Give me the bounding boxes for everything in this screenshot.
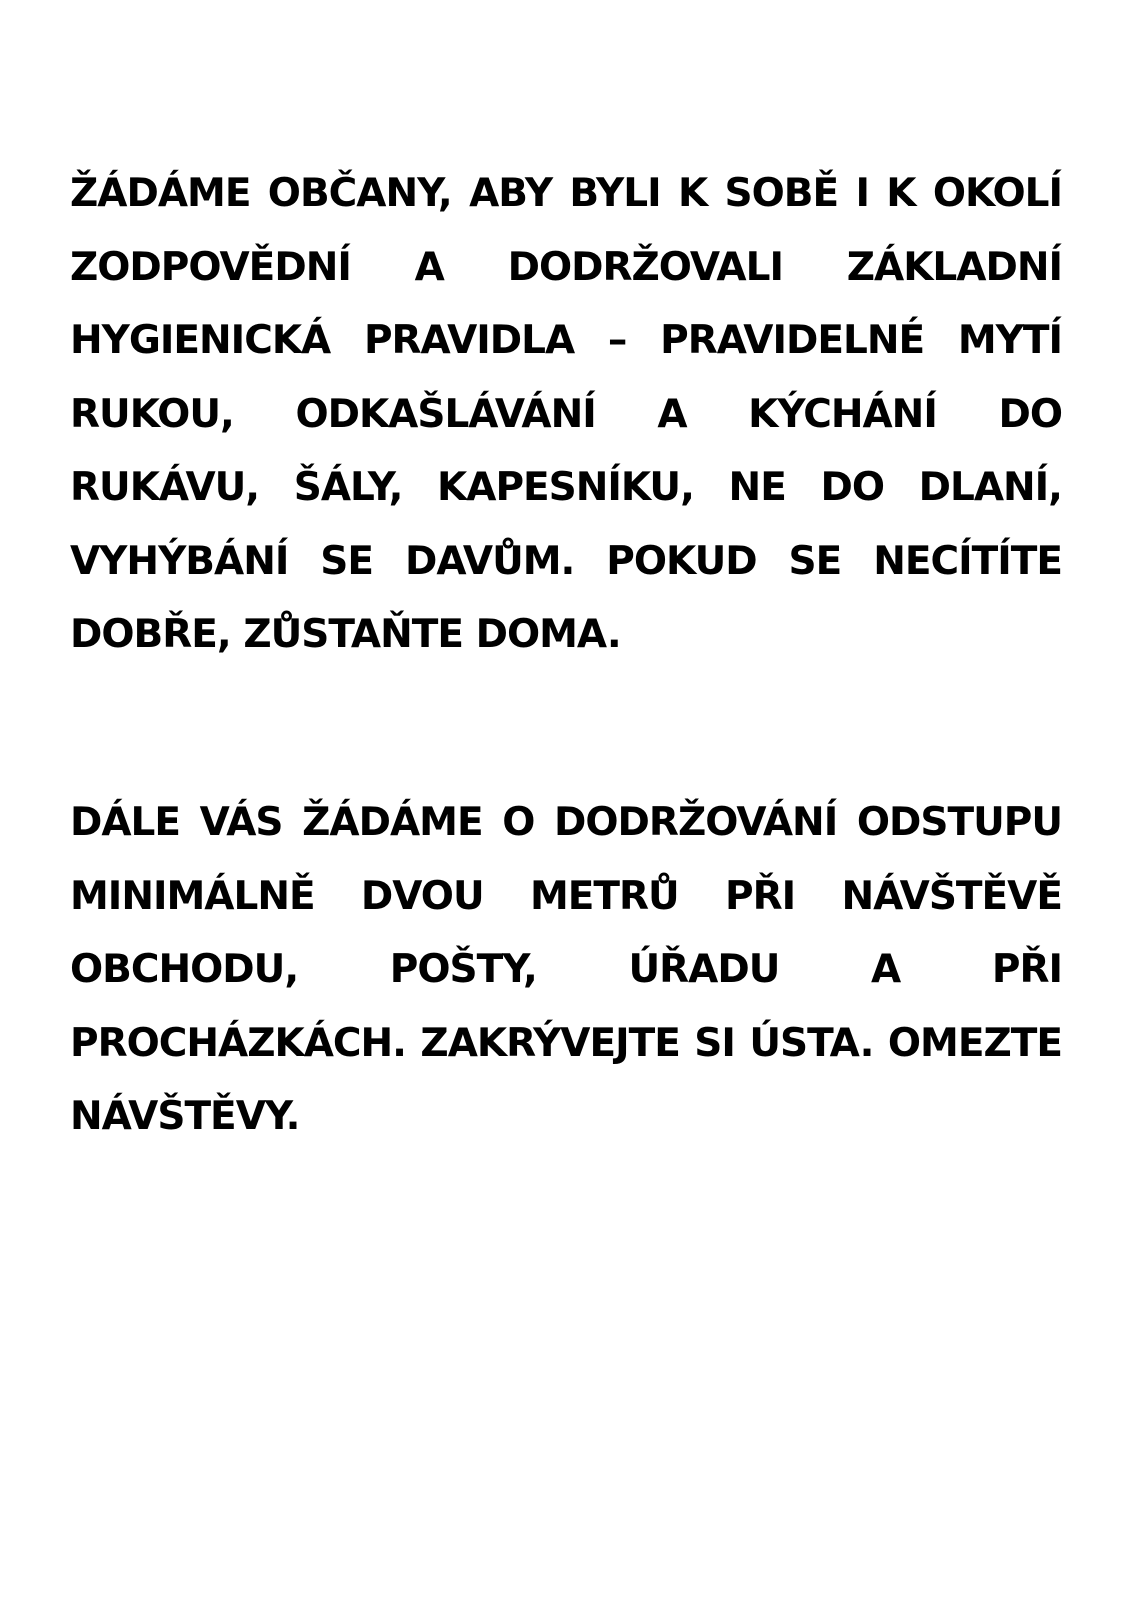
hygiene-rules-paragraph: ŽÁDÁME OBČANY, ABY BYLI K SOBĚ I K OKOLÍ ZODPOVĚDNÍ A DODRŽOVALI ZÁKLADNÍ HYGIENICKÁ PRAVIDLA – PRAVIDELNÉ MYTÍ RUKOU, ODKAŠLÁVÁNÍ A KÝCHÁNÍ DO RUKÁVU, ŠÁLY, KAPESNÍKU, NE DO DLANÍ, VYHÝBÁNÍ SE DAVŮM. POKUD SE NECÍTÍTE DOBŘE, ZŮSTAŇTE DOMA. (70, 171, 1062, 657)
distancing-rules-paragraph: DÁLE VÁS ŽÁDÁME O DODRŽOVÁNÍ ODSTUPU MINIMÁLNĚ DVOU METRŮ PŘI NÁVŠTĚVĚ OBCHODU, POŠTY, ÚŘADU A PŘI PROCHÁZKÁCH. ZAKRÝVEJTE SI ÚSTA. OMEZTE NÁVŠTĚVY. (70, 800, 1062, 1139)
